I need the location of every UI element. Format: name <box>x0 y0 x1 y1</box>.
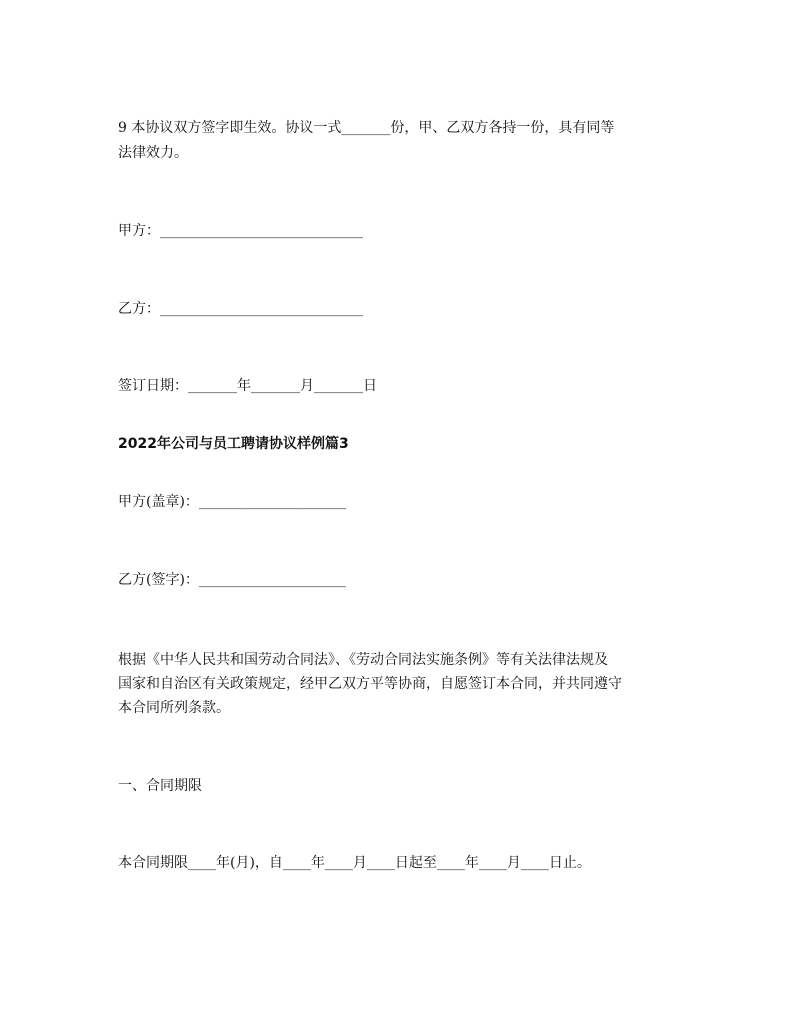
party-a-seal-line: 甲方(盖章)：_____________________ <box>118 494 346 510</box>
contract-term-text: 本合同期限____年(月)，自____年____月____日起至____年____月____日止。 <box>118 855 591 871</box>
sign-date-line: 签订日期：_______年_______月_______日 <box>118 378 377 394</box>
contract-term-title: 一、合同期限 <box>118 778 202 794</box>
party-b-signature-line: 乙方(签字)：_____________________ <box>118 572 346 588</box>
clause-9-line-1: 9 本协议双方签字即生效。协议一式_______份，甲、乙双方各持一份，具有同等 <box>118 120 615 136</box>
intro-line-2: 国家和自治区有关政策规定，经甲乙双方平等协商，自愿签订本合同，并共同遵守 <box>118 676 622 692</box>
clause-9-line-2: 法律效力。 <box>118 145 188 161</box>
party-a-line: 甲方：_____________________________ <box>118 223 363 239</box>
party-b-line: 乙方：_____________________________ <box>118 301 363 317</box>
section-heading: 2022年公司与员工聘请协议样例篇3 <box>118 436 349 452</box>
intro-line-3: 本合同所列条款。 <box>118 700 230 716</box>
intro-line-1: 根据《中华人民共和国劳动合同法》、《劳动合同法实施条例》等有关法律法规及 <box>118 652 608 668</box>
